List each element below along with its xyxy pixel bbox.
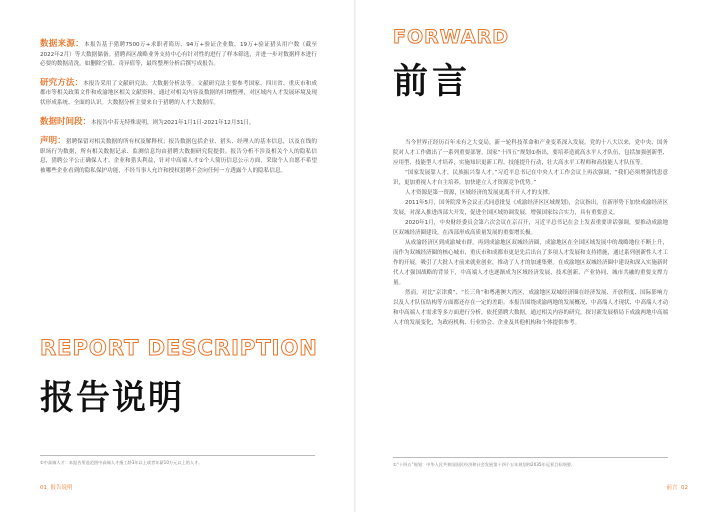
folio-title: 前言 bbox=[666, 485, 678, 491]
forward-heading-en: FORWARD bbox=[393, 26, 509, 48]
info-section bbox=[40, 79, 317, 109]
info-section bbox=[40, 137, 317, 176]
report-description-heading-en: REPORT DESCRIPTION bbox=[40, 336, 318, 360]
info-text: 本报告基于猎聘7500万+求职者简历、94万+验证企业数、19万+验证猎头用户数（截至2022年2月）等大数据储备。猎聘西区战略业务支持中心有针对性的进行了样本筛选，并进一步对数据样本进行必要的数据清洗，如删除空值、奇异值等，最终整理分析后撰写成报告。 bbox=[40, 42, 317, 68]
forward-paragraph: 人才资源是第一资源，区域经济的发展更离不开人才的支撑。 bbox=[405, 190, 554, 196]
forward-heading-cn: 前言 bbox=[393, 62, 472, 102]
info-text: 本报告中若无特殊说明，则为2021年1月1日-2021年12月31日。 bbox=[91, 119, 255, 126]
right-page bbox=[355, 0, 710, 512]
info-label: 数据来源： bbox=[40, 39, 85, 49]
right-footnote: ①“十四五”规划：中华人民共和国国民经济和社会发展第十四个五年规划和2035年远景目标纲要。 bbox=[393, 462, 576, 467]
footnote-divider bbox=[393, 457, 668, 458]
info-text: 本报告采用了文献研究法、大数据分析法等。文献研究法主要参考国家、四川省、重庆市和成都市等相关政策文件和成渝地区相关文献资料，通过对相关内容及数据的归纳整理，对区域内人才发展环境及现状形成系统、全面的认识。大数据分析主要来自于猎聘的人才大数据库。 bbox=[40, 80, 317, 106]
page-number: 02 bbox=[681, 485, 688, 491]
forward-paragraph: 然而，对比“京津冀”、“长三角”和粤港澳大湾区，成渝地区双城经济圈在经济发展、开放程度、国际影响力以及人才队伍结构等方面都还存在一定的差距。本报告围绕成渝两地的发展概况、中高端人才现状、中高端人才动和中高端人才需求等多方面进行分析，依托猎聘大数据，通过相关内容的研究，探讨新发展格局下成渝两地中高端人才的发展变化，为政府机构、行业协会、企业及其他机构和个体提供参考。 bbox=[393, 290, 669, 326]
forward-paragraph: “国家发展靠人才，民族振兴靠人才。”习近平总书记在中央人才工作会议上再次强调，“我们必须增强忧患意识，更加重视人才自主培养，加快建立人才资源竞争优势。” bbox=[393, 170, 668, 186]
info-label: 研究方法： bbox=[40, 77, 84, 88]
left-folio bbox=[40, 483, 73, 491]
left-footnote: ①中高端人才：本报告所选范围中高端人才指工龄3年以上或者年薪10万元以上的人才。 bbox=[40, 460, 203, 465]
info-section bbox=[40, 40, 317, 70]
info-label: 数据时间段： bbox=[40, 116, 92, 127]
report-info-sections bbox=[40, 40, 317, 177]
footnote-divider bbox=[40, 455, 315, 456]
info-paragraph bbox=[40, 79, 317, 109]
forward-paragraph: 2011年5月，国务院常务会议正式同意批复《成渝经济区区域规划》，会议指出，在新形势下加快成渝经济区发展，对深入推进西部大开发，促进全国区域协调发展，增强国家综合实力，具有重要意义。 bbox=[393, 200, 668, 216]
info-paragraph bbox=[40, 137, 317, 176]
forward-paragraph: 当今世界正经历百年未有之大变局，新一轮科技革命和产业变革深入发展。党的十八大以来，党中央、国务院对人才工作做出了一系列重要部署，国家“十四五”规划①指出，要培养造就高水平人才队伍，包括加强创新型、应用型、技能型人才培养，实施知识更新工程、技能提升行动，壮大高水平工程师和高技能人才队伍等。 bbox=[393, 140, 668, 166]
right-folio bbox=[666, 483, 688, 491]
page-number: 01 bbox=[40, 485, 47, 491]
forward-body bbox=[393, 138, 668, 328]
info-text: 猎聘保留对相关数据的所有权及解释权；报告数据包括企业、猎头、经理人的基本信息，以及在线的职场行为数据，所有相关数据记录、监测信息均由猎聘大数据研究院提供。报告分析不涉及相关个人的隐私信息，猎聘公平公正确保人才、企业和猎头利益，针对中高端人才①个人简历信息公示方面，采取个人自愿不希望被哪些企业看到的隐私保护功能，不经当事人允许和授权猎聘不会向任何一方透露个人的隐私信息。 bbox=[40, 139, 317, 174]
info-label: 声明： bbox=[40, 136, 66, 147]
info-paragraph bbox=[40, 118, 317, 129]
folio-title: 报告说明 bbox=[50, 485, 73, 491]
info-section bbox=[40, 118, 317, 129]
info-paragraph bbox=[40, 40, 317, 70]
forward-paragraph: 2020年1月，中央财经委员会第六次会议在京召开，习近平总书记在会上发表重要讲话强调，要推动成渝地区双城经济圈建设，在西部形成高质量发展的重要增长极。 bbox=[393, 220, 668, 236]
report-description-heading-cn: 报告说明 bbox=[40, 378, 184, 418]
forward-paragraph: 从成渝经济区到成渝城市群，再到成渝地区双城经济圈，成渝地区在全国区域发展中的战略地位不断上升，而作为双城经济圈的核心城市，重庆市和成都市更是先后出台了多项人才发展和支持措施，通过系列创新性人才工作的开展，吸引了大批人才前来就业创业，推动了人才的加速集聚。在成渝地区双城经济圈中建设和深入实施新时代人才强国战略的背景下，中高端人才也逐渐成为区域经济发展、技术创新、产业协同、城市共融的重要支撑力量。 bbox=[393, 240, 669, 286]
